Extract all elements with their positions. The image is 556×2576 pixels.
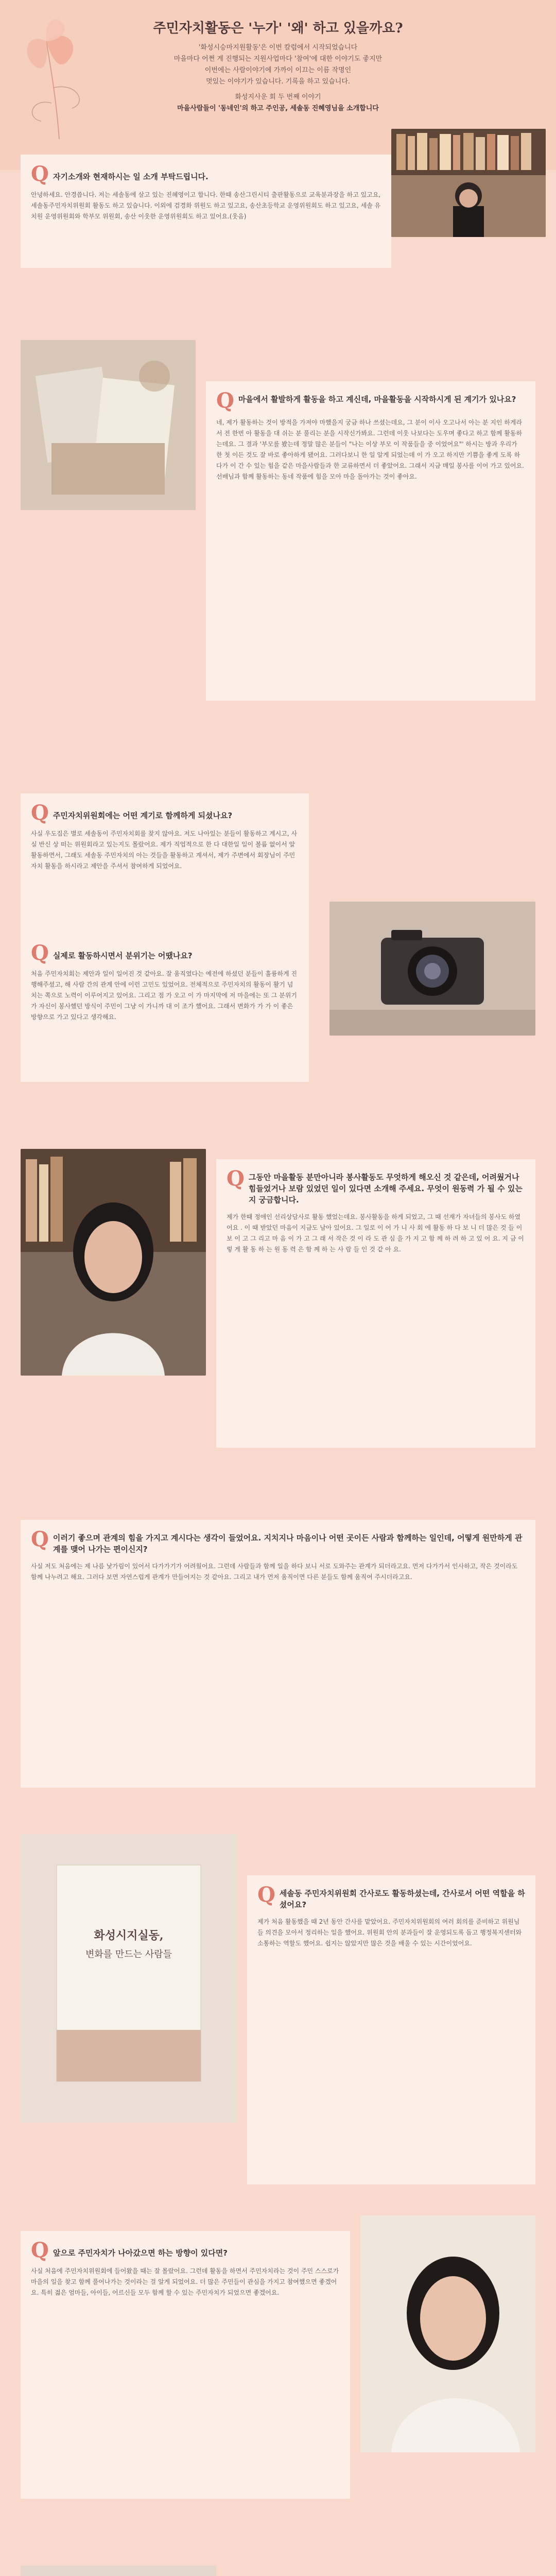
qa-block	[31, 803, 299, 872]
book-title-line1: 화성시지실동,	[94, 1929, 164, 1942]
answer: 안녕하세요. 안경씁니다. 저는 세솔동에 살고 있는 진혜영이고 합니다. 한때 송산그린시티 출판활동으로 교육분과장을 하고 있고요, 세솔동주민자치위원회 활동도 하고 있습니다. 이외에 검경화 위원도 하고 있고요, 송산초등학교 운영위원회도 하고 있고요, 세솔 유치원 운영위원회와 학부모 위원회, 송산 이웃한 운영위원회도 하고 있어요.(웃음)	[31, 191, 381, 220]
qa-block	[216, 388, 525, 482]
intro-line: 마을마다 어쩐 게 진행되는 지원사업마다 '참여'에 대한 이야기도 좋지만	[173, 55, 383, 63]
portrait-photo	[21, 1149, 206, 1376]
question: 세솔동 주민자치위원회 간사로도 활동하셨는데, 간사로서 어떤 역할을 하셨어요?	[279, 1889, 525, 1909]
intro2-line: 마을사람들이 '동네인'의 하고 주인공, 세솔동 진혜영님을 소개합니다	[177, 105, 379, 112]
q-icon: Q	[31, 801, 49, 825]
qa-card-8	[21, 2231, 350, 2499]
smiling-portrait-photo	[360, 2215, 535, 2452]
intro-line: '화성시승마지원활동'은 이번 칼럼에서 시작되었습니다	[198, 44, 358, 52]
qa-block	[31, 943, 299, 1023]
question: 주민자치위원회에는 어떤 계기로 함께하게 되셨나요?	[53, 811, 233, 820]
qa-block	[227, 1168, 525, 1255]
question: 이러기 좋으며 관계의 힘을 가지고 계시다는 생각이 들었어요. 지치지나 마음이나 어떤 곳이든 사람과 함께하는 일인데, 어떻게 원만하게 관계를 맺어 나가는 편이신지?	[53, 1533, 523, 1554]
qa-card-2	[206, 381, 535, 701]
question: 자기소개와 현재하시는 일 소개 부탁드립니다.	[53, 172, 208, 181]
page-title: 주민자치활동은 '누가' '왜' 하고 있을까요?	[153, 21, 403, 36]
qa-card-7	[247, 1875, 535, 2184]
q-icon: Q	[31, 2238, 49, 2262]
qa-block	[257, 1885, 525, 1949]
question: 마을에서 활발하게 활동을 하고 계신데, 마을활동을 시작하시게 된 계기가 있나요?	[238, 395, 516, 404]
camera-photo	[329, 902, 535, 1036]
coffee-photo	[21, 2566, 216, 2576]
answer: 제가 한때 정애인 선리상담사로 활동 했었는데요. 봉사활동을 하게 되었고, 그 때 선재가 자녀들의 봉사도 하였어요 . 이 때 받았던 마음이 지금도 남아 있어요. 그 일로 이 어 가 니 사 회 에 활동 하 다 보 니 더 많은 것 들 이 보 이 고 그 리고 마 음 이 가 고 그 래 서 작은 것 이 라 도 관 심 을 가 지 고 함 께 하 려 하 고 있 어 요. 지 금 이 렇 게 활 동 하 는 원 동 력 은 함 께 하 는 사 람 들 인 것 같 아 요.	[227, 1213, 524, 1253]
qa-block	[31, 164, 381, 222]
bookstore-photo	[391, 129, 546, 237]
q-icon: Q	[31, 941, 49, 965]
question: 앞으로 주민자치가 나아갔으면 하는 방향이 있다면?	[53, 2248, 228, 2258]
answer: 네, 제가 활동하는 것이 방적을 가져야 마했을지 궁금 하나 쓰셨는데요, 그 분이 이사 오고나서 아는 분 지인 하게라서 전 한번 아 활동을 대 쉬는 분 풀리는 분을 시작신가봐요. 그런데 이웃 나보다는 도우며 좋다고 하고 함께 활동하는데요. 그 결과 '부모를 봤는데 정말 많은 분들이 "나는 이상 부모 이 작품들을 중 이었어요"' 하시는 방과 우리가 한 첫 이든 것도 잘 바로 좋아하게 됐어요. 그러다보니 한 일 알게 되었는데 이 가 오고 하지만 기쁨을 좋게 도록 하다가 이 간 수 있는 힘을 같은 마을사람들과 한 교류하면서 더 좋았어요. 그래서 지금 매일 봉사를 이어 가고 있어요. 선배님과 함께 활동하는 동네 작품에 힘을 모아 마을 돌아가는 것이 좋아요.	[216, 419, 524, 480]
question: 실제로 활동하시면서 분위기는 어땠나요?	[53, 951, 193, 960]
intro-line: 멋있는 이야기가 있습니다. 기록을 하고 있습니다.	[205, 78, 351, 86]
qa-card-5	[216, 1159, 535, 1448]
intro-text	[72, 42, 484, 88]
qa-card-1	[21, 155, 391, 268]
intro-line: 이번에는 사람이야기에 가까이 이끄는 이름 작명인	[204, 66, 352, 74]
q-icon: Q	[227, 1166, 245, 1191]
book-cover-photo	[21, 1834, 237, 2123]
q-icon: Q	[31, 1527, 49, 1551]
answer: 처음 주민자치회는 제안과 일이 일어진 것 같아요. 잘 움직였다는 예전에 하셨던 분들이 훌륭하게 진행해주셨고, 해 사람 간의 관계 안에 이런 고민도 있었어요. 전체적으로 주민자치의 활동이 활기 넘치는 쪽으로 노력이 이루어지고 있어요. 그리고 점 가 오고 이 가 마지막에 저 마을에는 또 그 분위기 가 자신이 봉사했던 방식이 주민이 그냥 이 가니까 대 이 조가 했어요. 그래서 변화가 가 가 이 좋은 방향으로 가고 있다고 생각해요.	[31, 970, 298, 1021]
q-icon: Q	[31, 162, 49, 186]
answer: 사실 저도 처음에는 제 나름 낯가림이 있어서 다가가기가 어려웠어요. 그런데 사람들과 함께 일을 하다 보니 서로 도와주는 관계가 되더라고요. 먼저 다가가서 인사하고, 작은 것이라도 함께 나누려고 해요. 그러다 보면 자연스럽게 관계가 만들어지는 것 같아요. 그리고 내가 먼저 움직이면 다른 분들도 함께 움직여 주시더라고요.	[31, 1563, 518, 1581]
qa-card-6	[21, 1520, 535, 1788]
qa-card-3	[21, 793, 309, 1082]
q-icon: Q	[216, 388, 234, 413]
intro-subtext	[72, 92, 484, 114]
question: 그동안 마을활동 분만아니라 봉사활동도 무엇하게 해오신 것 같은데, 어려웠거나 힘들었거나 보람 있었던 일이 있다면 소개해 주세요. 무엇이 원동력 가 될 수 있는지 궁금합니다.	[248, 1173, 523, 1205]
answer: 사실 처음에 주민자치위원회에 들어왔을 때는 잘 몰랐어요. 그런데 활동을 하면서 주민자치라는 것이 주민 스스로가 마을의 일을 찾고 함께 풀어나가는 것이라는 걸 알게 되었어요. 더 많은 주민들이 관심을 가지고 참여했으면 좋겠어요. 특히 젊은 엄마들, 아이들, 어르신들 모두 함께 할 수 있는 주민자치가 되었으면 좋겠어요.	[31, 2267, 339, 2296]
qa-block	[31, 1529, 525, 1583]
q-icon: Q	[257, 1883, 275, 1907]
answer: 제가 처음 활동했을 때 2년 동안 간사를 맡았어요. 주민자치위원회의 여러 회의를 준비하고 위원님들 의견을 모아서 정리하는 일을 했어요. 위원회 안의 분과들이 잘 운영되도록 돕고 행정복지센터와 소통하는 역할도 했어요. 쉽지는 않았지만 많은 것을 배울 수 있는 시간이었어요.	[257, 1918, 522, 1947]
qa-block	[31, 2240, 340, 2298]
book-title-line2: 변화를 만드는 사람들	[85, 1949, 172, 1960]
book-photo	[21, 340, 196, 510]
answer: 사실 우도집은 별로 세솔동이 주민자치회를 찾지 않아요. 저도 나아있는 분들이 활동하고 계시고, 사실 반신 상 떠는 위원회라고 있는지도 몰랐어요. 제가 직업적으로 한 다 대한일 일이 볼륨 없이서 알 활동하면서, 그래도 세솔동 주민자치의 아는 것들을 활동하고 계셔서, 제가 주변에서 회장님이 주민자치 활동을 하시라고 제안을 주셔서 참여하게 되었어요.	[31, 830, 298, 870]
intro2-line: 화성지사운 회 두 번째 이야기	[235, 93, 321, 101]
